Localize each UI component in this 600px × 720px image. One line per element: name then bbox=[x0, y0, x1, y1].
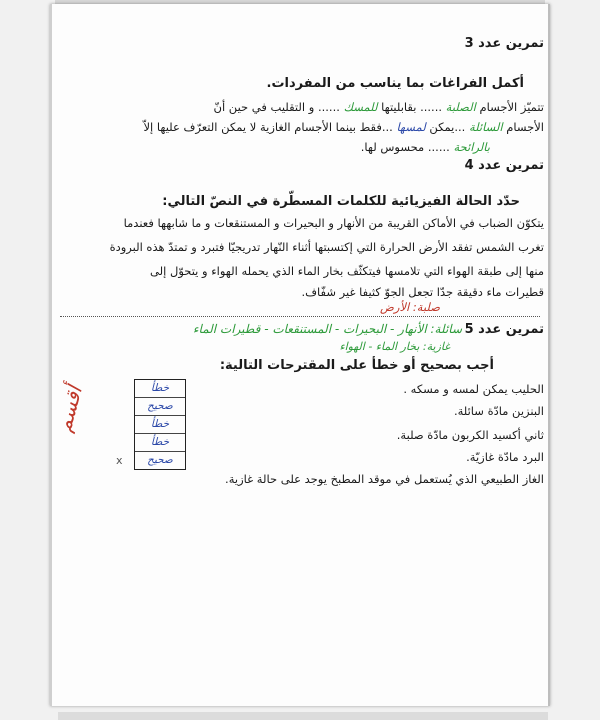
statement-2: البنزين مادّة سائلة. bbox=[453, 404, 544, 418]
exercise-4-instruction: حدّد الحالة الفيزيائية للكلمات المسطّرة في النصّ التالي: bbox=[162, 194, 520, 209]
answer-column bbox=[134, 379, 186, 470]
handwritten-answer: السائلة bbox=[468, 120, 503, 134]
x-mark: x bbox=[116, 454, 123, 467]
exercise-3-line-2 bbox=[54, 120, 544, 134]
answer-cell: خطأ bbox=[135, 380, 185, 398]
answer-cell: صحيح bbox=[135, 398, 185, 416]
exercise-4-paragraph-line: قطيرات ماء دقيقة جدّا تجعل الجوّ كثيفا غير شفّاف. bbox=[301, 285, 544, 299]
text-segment: ...... و التقليب في حين أنّ bbox=[213, 100, 340, 114]
text-segment: ...يمكن bbox=[429, 120, 466, 134]
text-segment: الأجسام bbox=[506, 120, 544, 134]
exercise-5-instruction: أجب بصحيح أو خطأ على المقترحات التالية: bbox=[219, 358, 494, 373]
exercise-3-line-3 bbox=[54, 140, 490, 154]
statement-1: الحليب يمكن لمسه و مسكه . bbox=[403, 382, 544, 396]
teacher-margin-note: أقسم bbox=[51, 383, 87, 435]
handwritten-answer: لمسها bbox=[396, 120, 426, 134]
answer-cell: خطأ bbox=[135, 416, 185, 434]
exercise-4-paragraph-line: منها إلى طبقة الهواء التي تلامسها فيتكثّف بخار الماء الذي يحمله الهواء و يتحوّل إلى bbox=[150, 264, 544, 278]
worksheet-page bbox=[50, 4, 550, 706]
statement-5: الغاز الطبيعي الذي يُستعمل في موقد المطبخ يوجد على حالة غازية. bbox=[225, 472, 544, 486]
handwritten-answer: الصلبة bbox=[445, 100, 476, 114]
handwritten-answer: بالرائحة bbox=[453, 140, 490, 154]
exercise-3-line-1 bbox=[54, 100, 544, 114]
text-segment: ...فقط بينما الأجسام الغازية لا يمكن التعرّف عليها إلاّ bbox=[143, 120, 393, 134]
next-page-edge bbox=[58, 712, 548, 720]
answer-dotted-line bbox=[60, 316, 540, 317]
exercise-5-title: تمرين عدد 5 bbox=[464, 322, 544, 337]
answer-cell: خطأ bbox=[135, 434, 185, 452]
answer-cell: صحيح bbox=[147, 454, 173, 466]
exercise-4-title: تمرين عدد 4 bbox=[464, 158, 544, 173]
statement-4: البرد مادّة غازيّة. bbox=[466, 450, 544, 464]
text-segment: ...... محسوس لها. bbox=[360, 140, 450, 154]
handwritten-liquid-answer: سائلة: الأنهار - البحيرات - المستنقعات - قطيرات الماء bbox=[192, 322, 462, 336]
page-right-edge bbox=[548, 4, 550, 706]
handwritten-answer: للمسك bbox=[343, 100, 378, 114]
text-segment: ...... بقابليتها bbox=[381, 100, 443, 114]
statement-3: ثاني أكسيد الكربون مادّة صلبة. bbox=[396, 428, 544, 442]
exercise-3-title: تمرين عدد 3 bbox=[464, 36, 544, 51]
page-left-edge bbox=[50, 4, 52, 706]
exercise-4-paragraph-line: يتكوّن الضباب في الأماكن القريبة من الأنهار و البحيرات و المستنقعات و ما شابهها فعندما bbox=[123, 216, 544, 230]
handwritten-solid-answer: صلبة: الأرض bbox=[380, 300, 440, 314]
exercise-3-instruction: أكمل الفراغات بما يناسب من المفردات. bbox=[266, 76, 524, 91]
handwritten-gas-answer: غازية: بخار الماء - الهواء bbox=[339, 340, 450, 353]
text-segment: تتميّز الأجسام bbox=[479, 100, 544, 114]
exercise-4-paragraph-line: تغرب الشمس تفقد الأرض الحرارة التي إكتسبتها أثناء النّهار تدريجيّا فتبرد و تمتدّ هذه البرودة bbox=[109, 240, 544, 254]
